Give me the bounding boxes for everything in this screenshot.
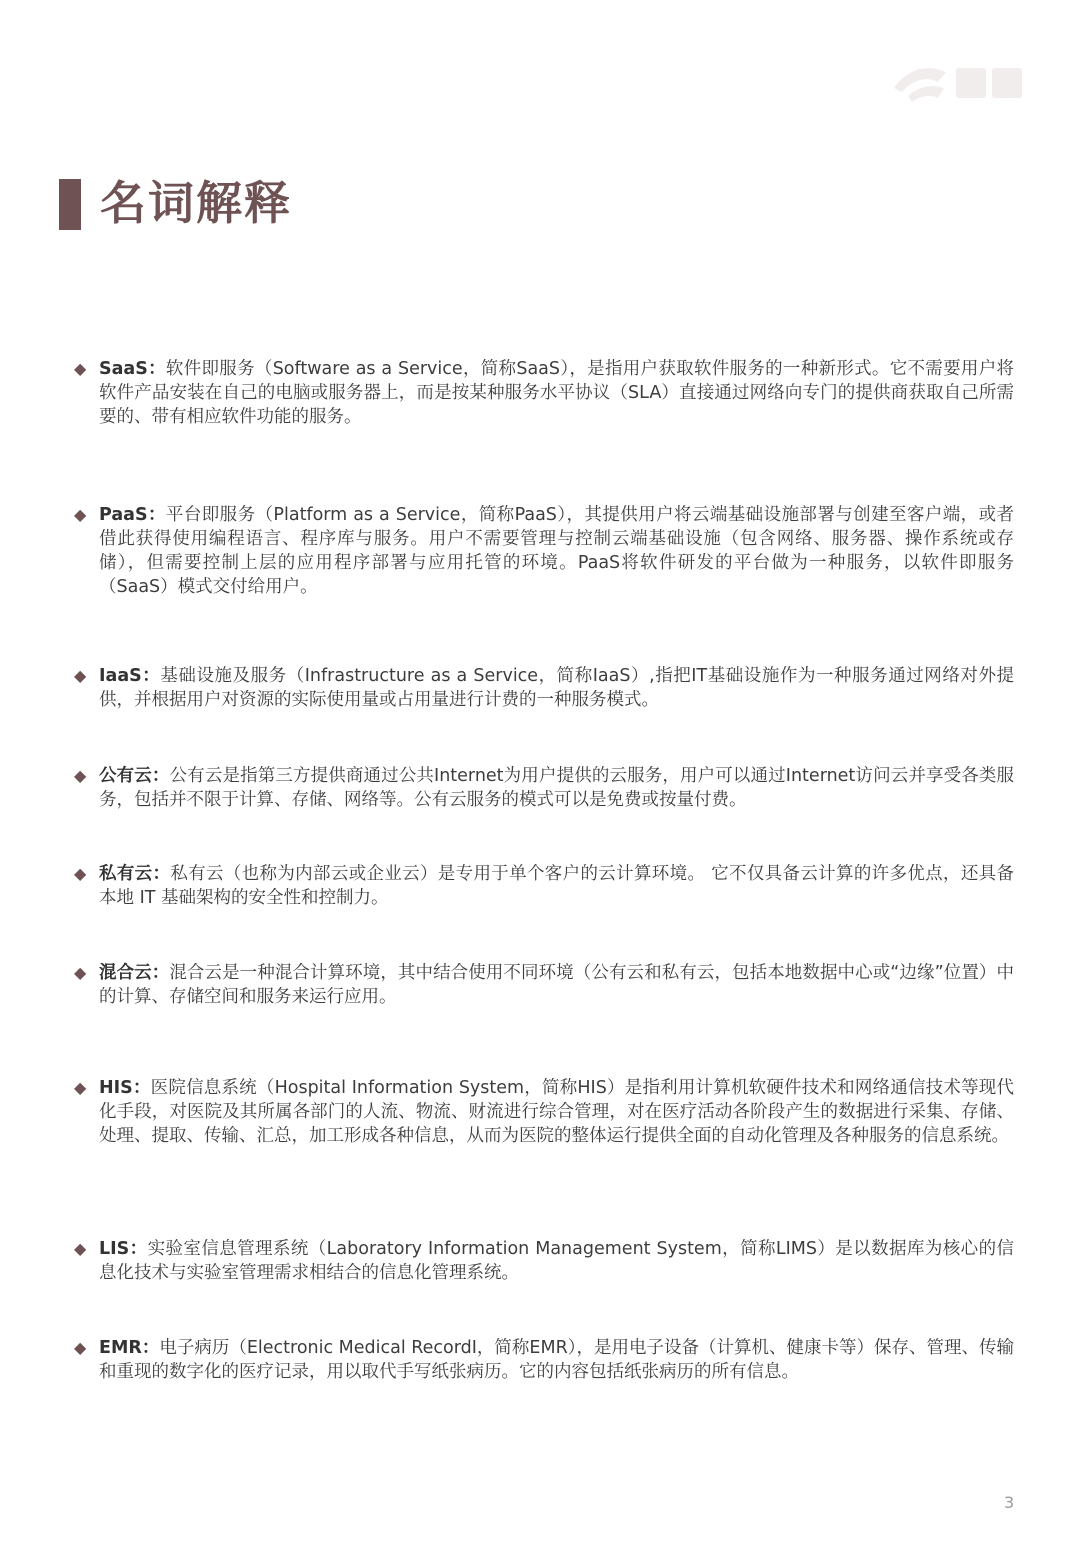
glossary-item-private-cloud xyxy=(74,862,1014,910)
glossary-definition: 电子病历（Electronic Medical RecordI，简称EMR），是用电子设备（计算机、健康卡等）保存、管理、传输和重现的数字化的医疗记录，用以取代手写纸张病历。它的内容包括纸张病历的所有信息。 xyxy=(99,1338,1014,1382)
glossary-item-text xyxy=(99,1336,1014,1384)
glossary-item-text xyxy=(99,862,1014,910)
glossary-term: IaaS： xyxy=(99,666,161,686)
glossary-term: PaaS： xyxy=(99,505,166,525)
glossary-item-public-cloud xyxy=(74,764,1014,812)
company-logo-icon xyxy=(888,58,1038,106)
glossary-item-text xyxy=(99,1237,1014,1285)
glossary-item-his xyxy=(74,1076,1014,1148)
glossary-item-hybrid-cloud xyxy=(74,961,1014,1009)
glossary-definition: 私有云（也称为内部云或企业云）是专用于单个客户的云计算环境。 它不仅具备云计算的许多优点，还具备本地 IT 基础架构的安全性和控制力。 xyxy=(99,864,1014,908)
diamond-bullet-icon: ◆ xyxy=(74,505,87,524)
glossary-term: 混合云： xyxy=(99,963,170,983)
glossary-definition: 医院信息系统（Hospital Information System，简称HIS）是指利用计算机软硬件技术和网络通信技术等现代化手段，对医院及其所属各部门的人流、物流、财流进行综合管理，对在医疗活动各阶段产生的数据进行采集、存储、处理、提取、传输、汇总，加工形成各种信息，从而为医院的整体运行提供全面的自动化管理及各种服务的信息系统。 xyxy=(99,1078,1014,1146)
title-accent-bar xyxy=(59,179,81,230)
glossary-item-text xyxy=(99,503,1014,599)
glossary-term: 公有云： xyxy=(99,766,170,786)
glossary-item-text xyxy=(99,764,1014,812)
diamond-bullet-icon: ◆ xyxy=(74,666,87,685)
glossary-item-lis xyxy=(74,1237,1014,1285)
glossary-item-paas xyxy=(74,503,1014,599)
glossary-definition: 软件即服务（Software as a Service，简称SaaS），是指用户获取软件服务的一种新形式。它不需要用户将软件产品安装在自己的电脑或服务器上，而是按某种服务水平协议（SLA）直接通过网络向专门的提供商获取自己所需要的、带有相应软件功能的服务。 xyxy=(99,359,1014,427)
diamond-bullet-icon: ◆ xyxy=(74,864,87,883)
diamond-bullet-icon: ◆ xyxy=(74,1338,87,1357)
glossary-definition: 基础设施及服务（Infrastructure as a Service，简称IaaS）,指把IT基础设施作为一种服务通过网络对外提供，并根据用户对资源的实际使用量或占用量进行计费的一种服务模式。 xyxy=(99,666,1015,710)
glossary-item-text xyxy=(99,1076,1014,1148)
glossary-term: EMR： xyxy=(99,1338,160,1358)
glossary-item-text xyxy=(99,961,1014,1009)
glossary-term: SaaS： xyxy=(99,359,166,379)
glossary-item-iaas xyxy=(74,664,1014,712)
diamond-bullet-icon: ◆ xyxy=(74,359,87,378)
glossary-item-saas xyxy=(74,357,1014,429)
diamond-bullet-icon: ◆ xyxy=(74,963,87,982)
glossary-definition: 混合云是一种混合计算环境，其中结合使用不同环境（公有云和私有云，包括本地数据中心或“边缘”位置）中的计算、存储空间和服务来运行应用。 xyxy=(99,963,1014,1007)
glossary-term: LIS： xyxy=(99,1239,148,1259)
glossary-term: 私有云： xyxy=(99,864,171,884)
glossary-definition: 实验室信息管理系统（Laboratory Information Management System，简称LIMS）是以数据库为核心的信息化技术与实验室管理需求相结合的信息化管理系统。 xyxy=(99,1239,1014,1283)
glossary-definition: 平台即服务（Platform as a Service，简称PaaS），其提供用户将云端基础设施部署与创建至客户端，或者借此获得使用编程语言、程序库与服务。用户不需要管理与控制云端基础设施（包含网络、服务器、操作系统或存储），但需要控制上层的应用程序部署与应用托管的环境。PaaS将软件研发的平台做为一种服务，以软件即服务（SaaS）模式交付给用户。 xyxy=(99,505,1014,597)
diamond-bullet-icon: ◆ xyxy=(74,1239,87,1258)
diamond-bullet-icon: ◆ xyxy=(74,766,87,785)
glossary-item-emr xyxy=(74,1336,1014,1384)
glossary-definition: 公有云是指第三方提供商通过公共Internet为用户提供的云服务，用户可以通过Internet访问云并享受各类服务，包括并不限于计算、存储、网络等。公有云服务的模式可以是免费或按量付费。 xyxy=(99,766,1014,810)
page-number: 3 xyxy=(1004,1493,1015,1512)
diamond-bullet-icon: ◆ xyxy=(74,1078,87,1097)
page-title: 名词解释 xyxy=(100,176,292,230)
glossary-item-text xyxy=(99,664,1014,712)
glossary-term: HIS： xyxy=(99,1078,151,1098)
glossary-item-text xyxy=(99,357,1014,429)
